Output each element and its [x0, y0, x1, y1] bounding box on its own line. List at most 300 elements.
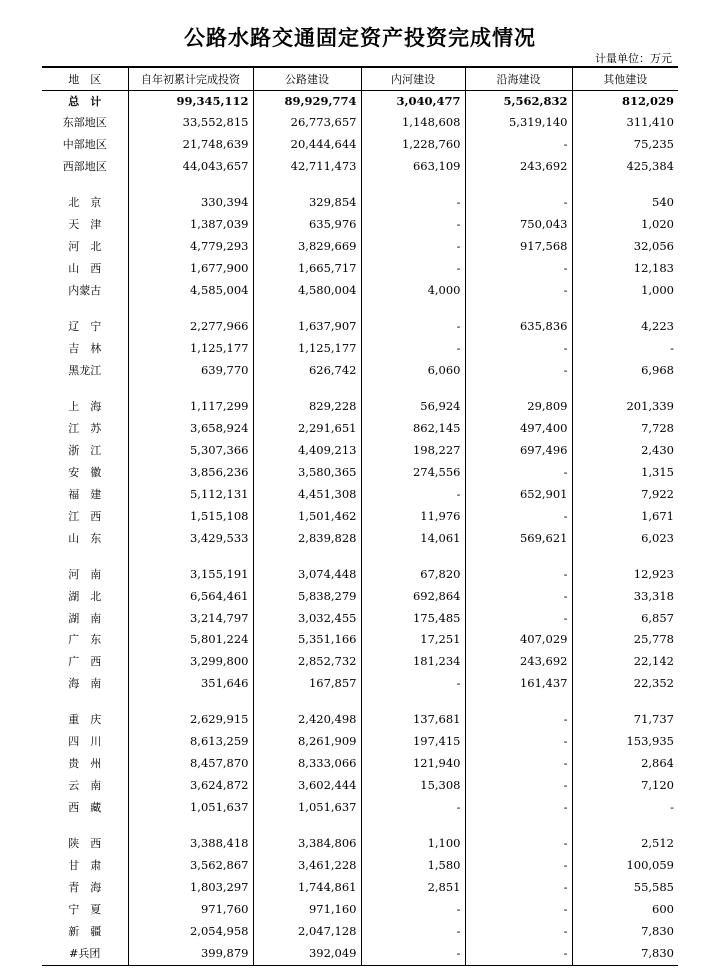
cell-total: 33,552,815 — [128, 112, 253, 134]
cell-other: 25,778 — [572, 629, 678, 651]
cell-other: 7,728 — [572, 418, 678, 440]
cell-inland: - — [361, 258, 465, 280]
table-row — [42, 134, 678, 156]
table-row — [42, 921, 678, 943]
cell-other: 1,671 — [572, 506, 678, 528]
cell-inland: - — [361, 673, 465, 695]
table-row — [42, 192, 678, 214]
cell-coastal: - — [465, 943, 572, 965]
cell-highway: 1,665,717 — [253, 258, 361, 280]
spacer-cell — [572, 695, 678, 709]
cell-inland: - — [361, 484, 465, 506]
cell-coastal: 497,400 — [465, 418, 572, 440]
cell-highway: 3,461,228 — [253, 855, 361, 877]
spacer-cell — [361, 550, 465, 564]
cell-inland: - — [361, 921, 465, 943]
spacer-cell — [465, 695, 572, 709]
cell-total: 21,748,639 — [128, 134, 253, 156]
spacer-cell — [572, 550, 678, 564]
cell-other: 153,935 — [572, 731, 678, 753]
spacer-cell — [42, 302, 128, 316]
cell-inland: 4,000 — [361, 280, 465, 302]
cell-highway: 1,501,462 — [253, 506, 361, 528]
group-spacer — [42, 550, 678, 564]
cell-coastal: - — [465, 360, 572, 382]
cell-total: 3,856,236 — [128, 462, 253, 484]
cell-other: 1,315 — [572, 462, 678, 484]
cell-region: 山 东 — [68, 531, 102, 545]
spacer-cell — [361, 819, 465, 833]
table-row — [42, 462, 678, 484]
cell-total: 3,214,797 — [128, 608, 253, 630]
cell-coastal: - — [465, 753, 572, 775]
cell-coastal: - — [465, 899, 572, 921]
cell-inland: 274,556 — [361, 462, 465, 484]
cell-total: 2,629,915 — [128, 709, 253, 731]
cell-other: - — [572, 797, 678, 819]
cell-region: 福 建 — [68, 487, 102, 501]
cell-other: 1,000 — [572, 280, 678, 302]
cell-highway: 4,409,213 — [253, 440, 361, 462]
cell-highway: 20,444,644 — [253, 134, 361, 156]
table-row — [42, 899, 678, 921]
cell-inland: 11,976 — [361, 506, 465, 528]
cell-inland: 6,060 — [361, 360, 465, 382]
cell-coastal: - — [465, 855, 572, 877]
cell-highway: 635,976 — [253, 214, 361, 236]
spacer-cell — [253, 695, 361, 709]
cell-region: 宁 夏 — [68, 902, 102, 916]
table-row — [42, 418, 678, 440]
table-row — [42, 258, 678, 280]
cell-total: 99,345,112 — [128, 90, 253, 112]
cell-other: 55,585 — [572, 877, 678, 899]
cell-total: 5,112,131 — [128, 484, 253, 506]
spacer-cell — [361, 695, 465, 709]
cell-other: 75,235 — [572, 134, 678, 156]
table-row — [42, 753, 678, 775]
cell-region: 湖 北 — [68, 589, 102, 603]
cell-region: 青 海 — [68, 881, 102, 894]
spacer-cell — [42, 819, 128, 833]
cell-other: 7,830 — [572, 921, 678, 943]
cell-coastal: 5,319,140 — [465, 112, 572, 134]
cell-highway: 8,333,066 — [253, 753, 361, 775]
cell-total: 1,803,297 — [128, 877, 253, 899]
cell-region: 中部地区 — [62, 138, 107, 152]
spacer-cell — [253, 178, 361, 192]
spacer-cell — [361, 302, 465, 316]
table-row — [42, 673, 678, 695]
cell-other: 22,352 — [572, 673, 678, 695]
group-spacer — [42, 819, 678, 833]
spacer-cell — [128, 302, 253, 316]
cell-other: 32,056 — [572, 236, 678, 258]
cell-highway: 42,711,473 — [253, 156, 361, 178]
cell-region: 甘 肃 — [68, 859, 102, 873]
cell-highway: 4,451,308 — [253, 484, 361, 506]
investment-table — [42, 66, 678, 966]
cell-total: 330,394 — [128, 192, 253, 214]
cell-highway: 1,125,177 — [253, 338, 361, 360]
cell-highway: 3,032,455 — [253, 608, 361, 630]
table-row — [42, 236, 678, 258]
unit-label: 计量单位：万元 — [595, 52, 672, 65]
cell-total: 8,613,259 — [128, 731, 253, 753]
cell-other: 7,830 — [572, 943, 678, 965]
table-row — [42, 731, 678, 753]
cell-inland: 862,145 — [361, 418, 465, 440]
spacer-cell — [465, 302, 572, 316]
cell-inland: 1,100 — [361, 833, 465, 855]
spacer-cell — [572, 819, 678, 833]
cell-inland: - — [361, 316, 465, 338]
cell-coastal: 5,562,832 — [465, 90, 572, 112]
cell-inland: 181,234 — [361, 651, 465, 673]
cell-total: 2,054,958 — [128, 921, 253, 943]
cell-total: 351,646 — [128, 673, 253, 695]
cell-inland: 67,820 — [361, 564, 465, 586]
cell-inland: 3,040,477 — [361, 90, 465, 112]
cell-coastal: - — [465, 833, 572, 855]
spacer-cell — [572, 302, 678, 316]
table-row — [42, 651, 678, 673]
cell-inland: 692,864 — [361, 586, 465, 608]
cell-inland: 137,681 — [361, 709, 465, 731]
cell-highway: 1,744,861 — [253, 877, 361, 899]
cell-region: 安 徽 — [68, 465, 102, 479]
cell-other: 2,512 — [572, 833, 678, 855]
cell-highway: 3,829,669 — [253, 236, 361, 258]
spacer-cell — [253, 819, 361, 833]
cell-region: 江 苏 — [68, 421, 102, 435]
cell-highway: 392,049 — [253, 943, 361, 965]
cell-inland: 56,924 — [361, 396, 465, 418]
cell-region: 上 海 — [68, 399, 102, 413]
header-coastal: 沿海建设 — [465, 67, 572, 90]
cell-other: 7,120 — [572, 775, 678, 797]
cell-highway: 626,742 — [253, 360, 361, 382]
table-row — [42, 629, 678, 651]
cell-region: 陕 西 — [68, 837, 102, 851]
spacer-cell — [253, 302, 361, 316]
cell-total: 44,043,657 — [128, 156, 253, 178]
spacer-cell — [465, 819, 572, 833]
cell-coastal: - — [465, 921, 572, 943]
spacer-cell — [42, 550, 128, 564]
cell-highway: 3,074,448 — [253, 564, 361, 586]
spacer-cell — [128, 178, 253, 192]
cell-coastal: 243,692 — [465, 651, 572, 673]
cell-highway: 5,351,166 — [253, 629, 361, 651]
cell-region: 北 京 — [68, 196, 102, 210]
cell-total: 5,801,224 — [128, 629, 253, 651]
cell-coastal: - — [465, 709, 572, 731]
cell-region: 广 西 — [68, 655, 102, 669]
cell-coastal: 750,043 — [465, 214, 572, 236]
cell-other: 425,384 — [572, 156, 678, 178]
cell-coastal: 407,029 — [465, 629, 572, 651]
investment-table-wrapper — [42, 66, 678, 966]
cell-region: 黑龙江 — [68, 363, 102, 377]
spacer-cell — [465, 382, 572, 396]
table-row — [42, 877, 678, 899]
page-title: 公路水路交通固定资产投资完成情况 — [184, 26, 536, 50]
cell-highway: 329,854 — [253, 192, 361, 214]
spacer-cell — [465, 550, 572, 564]
cell-highway: 2,291,651 — [253, 418, 361, 440]
cell-total: 6,564,461 — [128, 586, 253, 608]
cell-other: 12,923 — [572, 564, 678, 586]
table-row — [42, 156, 678, 178]
cell-region: 山 西 — [68, 262, 102, 276]
spacer-cell — [253, 382, 361, 396]
cell-coastal: 635,836 — [465, 316, 572, 338]
cell-inland: 121,940 — [361, 753, 465, 775]
cell-highway: 167,857 — [253, 673, 361, 695]
cell-other: 7,922 — [572, 484, 678, 506]
spacer-cell — [42, 695, 128, 709]
cell-highway: 2,420,498 — [253, 709, 361, 731]
spacer-cell — [361, 382, 465, 396]
cell-total: 1,125,177 — [128, 338, 253, 360]
table-row — [42, 855, 678, 877]
cell-other: 33,318 — [572, 586, 678, 608]
cell-total: 1,515,108 — [128, 506, 253, 528]
cell-other: 12,183 — [572, 258, 678, 280]
table-row — [42, 775, 678, 797]
cell-coastal: 29,809 — [465, 396, 572, 418]
cell-highway: 3,384,806 — [253, 833, 361, 855]
cell-highway: 1,637,907 — [253, 316, 361, 338]
spacer-cell — [465, 178, 572, 192]
table-row — [42, 360, 678, 382]
spacer-cell — [128, 382, 253, 396]
table-row — [42, 943, 678, 965]
table-row — [42, 833, 678, 855]
spacer-cell — [572, 382, 678, 396]
group-spacer — [42, 382, 678, 396]
cell-highway: 829,228 — [253, 396, 361, 418]
table-body — [42, 90, 678, 965]
table-row — [42, 112, 678, 134]
table-row — [42, 396, 678, 418]
cell-region: 广 东 — [68, 633, 102, 647]
cell-total: 1,117,299 — [128, 396, 253, 418]
cell-total: 8,457,870 — [128, 753, 253, 775]
cell-region: 内蒙古 — [68, 284, 102, 298]
cell-region: 河 北 — [68, 240, 102, 254]
cell-total: 4,779,293 — [128, 236, 253, 258]
cell-total: 4,585,004 — [128, 280, 253, 302]
cell-inland: 198,227 — [361, 440, 465, 462]
spacer-cell — [42, 178, 128, 192]
cell-other: 812,029 — [572, 90, 678, 112]
cell-total: 399,879 — [128, 943, 253, 965]
cell-other: 6,968 — [572, 360, 678, 382]
spacer-cell — [253, 550, 361, 564]
cell-total: 1,387,039 — [128, 214, 253, 236]
header-highway: 公路建设 — [253, 67, 361, 90]
cell-region: 贵 州 — [68, 757, 102, 771]
cell-inland: - — [361, 192, 465, 214]
cell-coastal: - — [465, 564, 572, 586]
cell-coastal: - — [465, 280, 572, 302]
cell-coastal: - — [465, 608, 572, 630]
cell-coastal: 697,496 — [465, 440, 572, 462]
table-row — [42, 484, 678, 506]
cell-coastal: - — [465, 462, 572, 484]
cell-region: 浙 江 — [68, 443, 102, 457]
cell-other: - — [572, 338, 678, 360]
cell-highway: 4,580,004 — [253, 280, 361, 302]
table-row — [42, 797, 678, 819]
cell-highway: 3,580,365 — [253, 462, 361, 484]
cell-region: 河 南 — [68, 567, 102, 581]
cell-total: 1,677,900 — [128, 258, 253, 280]
cell-region: 新 疆 — [68, 924, 102, 938]
table-row — [42, 506, 678, 528]
cell-highway: 8,261,909 — [253, 731, 361, 753]
cell-highway: 1,051,637 — [253, 797, 361, 819]
cell-total: 3,562,867 — [128, 855, 253, 877]
cell-inland: - — [361, 797, 465, 819]
cell-inland: 175,485 — [361, 608, 465, 630]
cell-coastal: 652,901 — [465, 484, 572, 506]
cell-other: 1,020 — [572, 214, 678, 236]
cell-highway: 3,602,444 — [253, 775, 361, 797]
table-header-row — [42, 67, 678, 90]
cell-inland: - — [361, 236, 465, 258]
group-spacer — [42, 302, 678, 316]
cell-coastal: - — [465, 877, 572, 899]
cell-region: #兵团 — [42, 943, 128, 965]
cell-other: 2,864 — [572, 753, 678, 775]
cell-other: 600 — [572, 899, 678, 921]
cell-other: 100,059 — [572, 855, 678, 877]
cell-coastal: 569,621 — [465, 528, 572, 550]
cell-coastal: - — [465, 192, 572, 214]
cell-highway: 971,160 — [253, 899, 361, 921]
cell-inland: 2,851 — [361, 877, 465, 899]
cell-other: 6,857 — [572, 608, 678, 630]
spacer-cell — [128, 819, 253, 833]
cell-inland: 1,228,760 — [361, 134, 465, 156]
spacer-cell — [572, 178, 678, 192]
total-row — [42, 90, 678, 112]
cell-inland: 14,061 — [361, 528, 465, 550]
cell-inland: - — [361, 943, 465, 965]
cell-highway: 5,838,279 — [253, 586, 361, 608]
table-row — [42, 586, 678, 608]
cell-coastal: - — [465, 338, 572, 360]
table-row — [42, 564, 678, 586]
cell-other: 22,142 — [572, 651, 678, 673]
cell-total: 3,155,191 — [128, 564, 253, 586]
cell-other: 71,737 — [572, 709, 678, 731]
cell-coastal: 161,437 — [465, 673, 572, 695]
cell-region: 吉 林 — [68, 342, 102, 356]
cell-region: 四 川 — [68, 735, 102, 749]
spacer-cell — [128, 550, 253, 564]
cell-total: 639,770 — [128, 360, 253, 382]
cell-inland: - — [361, 899, 465, 921]
cell-inland: - — [361, 338, 465, 360]
cell-region: 东部地区 — [62, 116, 107, 130]
header-inland: 内河建设 — [361, 67, 465, 90]
cell-other: 201,339 — [572, 396, 678, 418]
cell-highway: 2,047,128 — [253, 921, 361, 943]
table-row — [42, 709, 678, 731]
cell-coastal: - — [465, 797, 572, 819]
table-row — [42, 440, 678, 462]
cell-coastal: - — [465, 258, 572, 280]
cell-region: 江 西 — [68, 509, 102, 523]
cell-inland: 197,415 — [361, 731, 465, 753]
cell-highway: 2,839,828 — [253, 528, 361, 550]
cell-other: 6,023 — [572, 528, 678, 550]
table-row — [42, 280, 678, 302]
group-spacer — [42, 695, 678, 709]
cell-other: 2,430 — [572, 440, 678, 462]
cell-coastal: - — [465, 134, 572, 156]
cell-region: 云 南 — [68, 779, 102, 793]
cell-region: 天 津 — [68, 218, 102, 232]
header-total: 自年初累计完成投资 — [128, 67, 253, 90]
cell-total: 3,624,872 — [128, 775, 253, 797]
cell-coastal: - — [465, 775, 572, 797]
cell-region: 总 计 — [68, 94, 102, 108]
cell-region: 西 藏 — [68, 801, 102, 815]
cell-region: 辽 宁 — [68, 320, 102, 334]
cell-coastal: 243,692 — [465, 156, 572, 178]
table-row — [42, 214, 678, 236]
cell-total: 3,658,924 — [128, 418, 253, 440]
spacer-cell — [128, 695, 253, 709]
cell-inland: 1,580 — [361, 855, 465, 877]
cell-inland: 15,308 — [361, 775, 465, 797]
cell-inland: - — [361, 214, 465, 236]
cell-total: 971,760 — [128, 899, 253, 921]
cell-total: 3,429,533 — [128, 528, 253, 550]
cell-inland: 663,109 — [361, 156, 465, 178]
cell-region: 湖 南 — [68, 611, 102, 625]
cell-region: 海 南 — [68, 677, 102, 691]
cell-region: 重 庆 — [68, 713, 102, 727]
table-row — [42, 528, 678, 550]
cell-inland: 17,251 — [361, 629, 465, 651]
cell-highway: 89,929,774 — [253, 90, 361, 112]
cell-other: 311,410 — [572, 112, 678, 134]
cell-total: 1,051,637 — [128, 797, 253, 819]
cell-coastal: - — [465, 731, 572, 753]
group-spacer — [42, 178, 678, 192]
cell-highway: 2,852,732 — [253, 651, 361, 673]
cell-inland: 1,148,608 — [361, 112, 465, 134]
cell-region: 西部地区 — [62, 160, 107, 174]
table-row — [42, 338, 678, 360]
cell-total: 3,299,800 — [128, 651, 253, 673]
cell-total: 2,277,966 — [128, 316, 253, 338]
table-row — [42, 316, 678, 338]
cell-coastal: - — [465, 586, 572, 608]
header-region: 地 区 — [42, 67, 128, 90]
spacer-cell — [42, 382, 128, 396]
cell-coastal: 917,568 — [465, 236, 572, 258]
cell-other: 4,223 — [572, 316, 678, 338]
cell-other: 540 — [572, 192, 678, 214]
cell-coastal: - — [465, 506, 572, 528]
